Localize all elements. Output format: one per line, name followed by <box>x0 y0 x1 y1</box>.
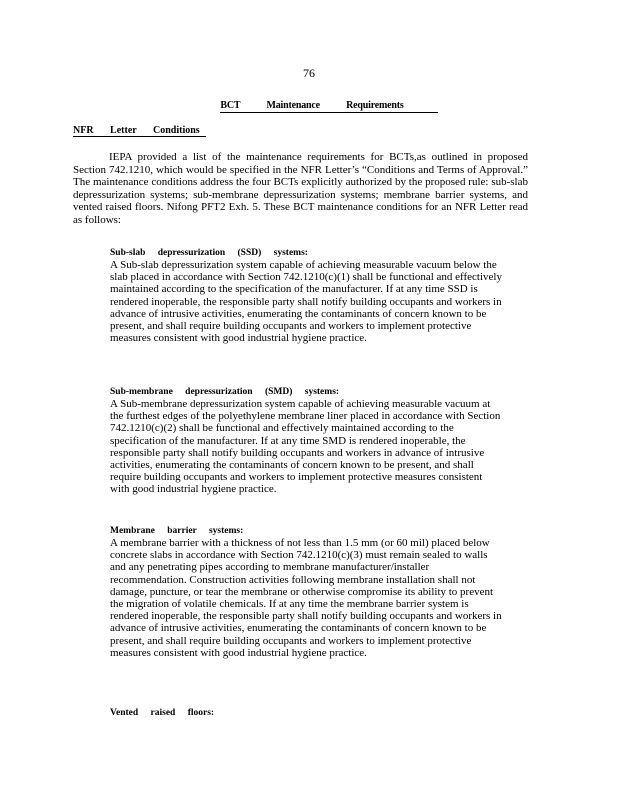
page-title: BCT Maintenance Requirements <box>220 100 437 113</box>
page-number: 76 <box>303 66 315 80</box>
smd-body: A Sub-membrane depressurization system capable of achieving measurable vacuum at the furthest edges of the polyethylene membrane liner placed in accordance with Section 742.1210(c)(2) shall be functional and effectively maintained according to the specification of the manufacturer. If at any time SMD is rendered inoperable, the responsible party shall notify building occupants and workers in advance of intrusive activities, enumerating the contaminants of concern known to be present, and shall require building occupants and workers to implement protective measures consistent with good industrial hygiene practice. <box>110 398 501 496</box>
ssd-entry <box>110 247 503 344</box>
vented-floors-entry <box>110 707 503 719</box>
membrane-body: A membrane barrier with a thickness of not less than 1.5 mm (or 60 mil) placed below concrete slabs in accordance with Section 742.1210(c)(3) must remain sealed to walls and any penetrating pipes according to membrane manufacturer/installer recommendation. Construction activities following membrane installation shall not damage, puncture, or tear the membrane or otherwise compromise its ability to prevent the migration of volatile chemicals. If at any time the membrane barrier system is rendered inoperable, the responsible party shall notify building occupants and workers in advance of intrusive activities, enumerating the contaminants of concern known to be present, and shall require building occupants and workers to implement protective measures consistent with good industrial hygiene practice. <box>110 537 502 659</box>
membrane-entry <box>110 525 503 659</box>
vented-floors-heading: Vented raised floors: <box>110 708 215 718</box>
smd-heading: Sub-membrane depressurization (SMD) systems: <box>110 387 340 397</box>
smd-entry <box>110 386 503 496</box>
title-wrapper <box>0 95 618 113</box>
section-heading: NFR Letter Conditions <box>73 125 206 137</box>
membrane-heading: Membrane barrier systems: <box>110 526 244 536</box>
ssd-body: A Sub-slab depressurization system capable of achieving measurable vacuum below the slab placed in accordance with Section 742.1210(c)(1) shall be functional and effectively maintained according to the specification of the manufacturer. If at any time SSD is rendered inoperable, the responsible party shall notify building occupants and workers in advance of intrusive activities, enumerating the contaminants of concern known to be present, and shall require building occupants and workers to implement protective measures consistent with good industrial hygiene practice. <box>110 259 502 345</box>
intro-paragraph: IEPA provided a list of the maintenance requirements for BCTs,as outlined in proposed Section 742.1210, which would be specified in the NFR Letter’s “Conditions and Terms of Approval.” The maintenance conditions address the four BCTs explicitly authorized by the proposed rule: sub-slab depressurization systems; sub-membrane depressurization systems; membrane barrier systems, and vented raised floors. Nifong PFT2 Exh. 5. These BCT maintenance conditions for an NFR Letter read as follows: <box>73 151 528 226</box>
ssd-heading: Sub-slab depressurization (SSD) systems: <box>110 248 308 258</box>
